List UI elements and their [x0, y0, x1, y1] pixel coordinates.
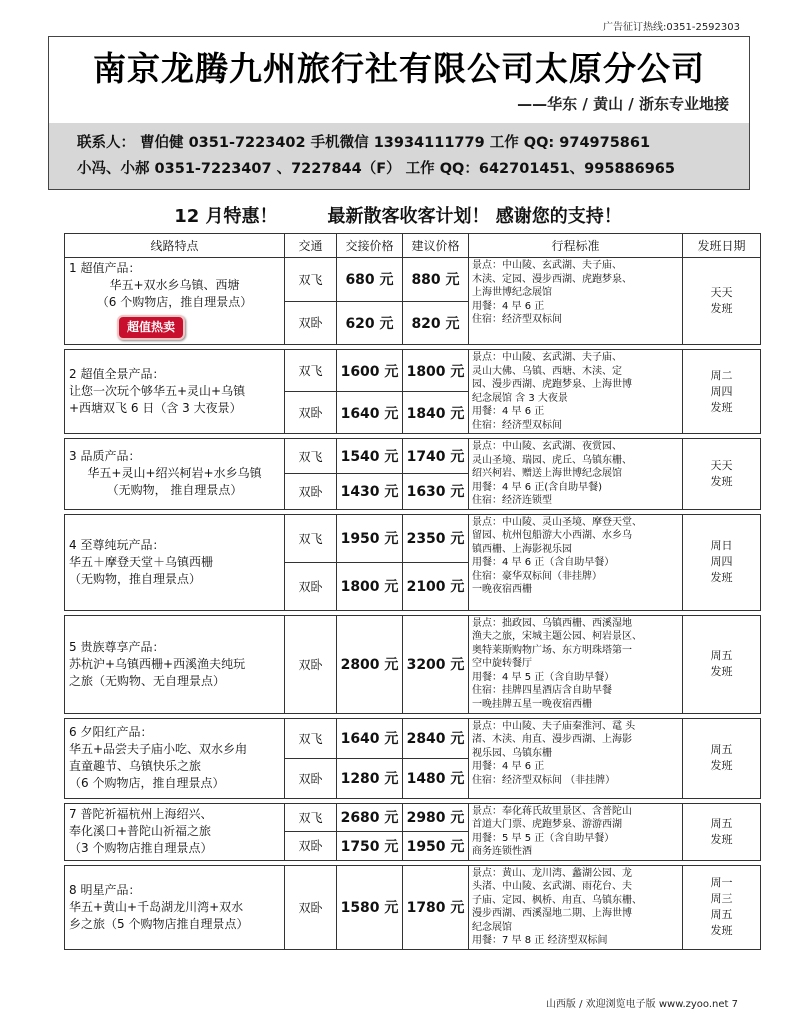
route-desc-line: 8 明星产品：	[69, 882, 141, 897]
page-footer: 山西版 / 欢迎浏览电子版 www.zyoo.net 7	[545, 999, 738, 1010]
itinerary-standard	[469, 439, 683, 510]
itinerary-line: 景点：奉化蒋氏故里景区、含普陀山	[472, 805, 632, 817]
route-desc-line: 奉化溪口+普陀山祈福之旅	[69, 824, 212, 838]
route-row	[65, 615, 761, 713]
route-desc-line: （3 个购物店推自理景点）	[69, 841, 213, 855]
route-row	[65, 514, 761, 562]
table-header-row	[65, 234, 761, 258]
transport-mode: 双卧	[285, 865, 337, 949]
trade-price: 1640 元	[337, 392, 403, 434]
route-row	[65, 350, 761, 392]
suggested-price: 820 元	[403, 301, 469, 345]
itinerary-line: 纪念展馆 含 3 大夜景	[472, 392, 568, 404]
transport-mode: 双卧	[285, 562, 337, 610]
route-desc-line: 华五+灵山+绍兴柯岩+水乡乌镇	[87, 466, 262, 481]
header-itinerary: 行程标准	[469, 234, 683, 258]
transport-mode: 双飞	[285, 258, 337, 302]
suggested-price: 3200 元	[403, 615, 469, 713]
route-row	[65, 865, 761, 949]
trade-price: 1280 元	[337, 758, 403, 798]
itinerary-line: 镇西栅、上海影视乐园	[472, 543, 572, 555]
route-row	[65, 258, 761, 302]
transport-mode: 双卧	[285, 392, 337, 434]
itinerary-line: 纪念展馆	[472, 921, 512, 933]
route-description	[65, 439, 285, 510]
route-desc-line: 6 夕阳红产品：	[69, 725, 153, 739]
trade-price: 1800 元	[337, 562, 403, 610]
itinerary-line: 商务连锁性酒	[472, 846, 532, 857]
schedule-line: 发班	[710, 924, 733, 937]
transport-mode: 双飞	[285, 803, 337, 832]
schedule-line: 周一	[710, 876, 733, 889]
trade-price: 1950 元	[337, 514, 403, 562]
route-desc-line: +西塘双飞 6 日（含 3 大夜景）	[69, 401, 242, 415]
suggested-price: 1740 元	[403, 439, 469, 474]
trade-price: 680 元	[337, 258, 403, 302]
suggested-price: 1840 元	[403, 392, 469, 434]
route-desc-line: 之旅（无购物、无自理景点）	[69, 673, 226, 688]
departure-schedule	[683, 439, 761, 510]
promo-headline	[0, 202, 796, 228]
itinerary-line: 住宿：豪华双标间（非挂牌）	[472, 570, 602, 582]
route-row	[65, 718, 761, 758]
itinerary-standard	[469, 803, 683, 860]
route-desc-line: （6 个购物店，推自理景点）	[69, 776, 225, 790]
itinerary-line: 一晚夜宿西栅	[472, 584, 532, 595]
itinerary-line: 住宿：挂牌四星酒店含自助早餐	[472, 685, 612, 696]
transport-mode: 双飞	[285, 350, 337, 392]
transport-mode: 双飞	[285, 514, 337, 562]
route-desc-line: 直童趣节、乌镇快乐之旅	[69, 759, 202, 773]
route-desc-line: 7 普陀祈福杭州上海绍兴、	[69, 807, 213, 821]
hot-sale-badge: 超值热卖	[117, 315, 185, 340]
route-desc-line: （6 个购物店，推自理景点）	[96, 295, 253, 309]
departure-schedule	[683, 350, 761, 434]
schedule-line: 发班	[710, 665, 733, 678]
transport-mode: 双卧	[285, 615, 337, 713]
departure-schedule	[683, 718, 761, 798]
itinerary-line: 园、漫步西湖、虎跑梦泉、上海世博	[472, 379, 632, 390]
company-banner	[48, 36, 750, 190]
route-desc-line: 4 至尊纯玩产品：	[69, 537, 165, 552]
trade-price: 2680 元	[337, 803, 403, 832]
schedule-line: 周五	[710, 649, 733, 662]
company-name: 南京龙腾九州旅行社有限公司太原分公司	[93, 49, 705, 88]
schedule-line: 周三	[710, 892, 733, 905]
route-desc-line: 5 贵族尊享产品：	[69, 639, 165, 654]
suggested-price: 1630 元	[403, 474, 469, 509]
itinerary-standard	[469, 258, 683, 345]
itinerary-line: 留园、杭州包船游大小西湖、水乡乌	[472, 530, 632, 541]
itinerary-line: 渔夫之旅，宋城主题公园、柯岩景区、	[472, 631, 642, 642]
transport-mode: 双卧	[285, 758, 337, 798]
ad-hotline: 广告征订热线:0351-2592303	[603, 22, 740, 33]
suggested-price: 1780 元	[403, 865, 469, 949]
itinerary-line: 头渚、中山陵、玄武湖、雨花台、夫	[472, 881, 632, 892]
itinerary-line: 渚、木渎、甪直、漫步西湖、上海影	[472, 734, 632, 745]
contact-panel	[49, 123, 749, 189]
route-desc-line: 2 超值全景产品：	[69, 367, 165, 381]
route-description	[65, 350, 285, 434]
itinerary-line: 用餐：4 早 6 正	[472, 406, 545, 417]
itinerary-line: 漫步西湖、西溪湿地二期、上海世博	[472, 908, 632, 919]
route-desc-line: （无购物， 推自理景点）	[106, 483, 243, 498]
suggested-price: 880 元	[403, 258, 469, 302]
schedule-line: 发班	[710, 474, 733, 488]
company-tagline: ——华东 / 黄山 / 浙东专业地接	[517, 95, 729, 113]
schedule-line: 发班	[710, 759, 733, 772]
route-desc-line: 华五＋摩登天堂＋乌镇西栅	[69, 554, 214, 569]
departure-schedule	[683, 615, 761, 713]
itinerary-standard	[469, 514, 683, 610]
itinerary-line: 灵山圣境、瑞园、虎丘、乌镇东栅、	[472, 454, 632, 466]
route-description	[65, 718, 285, 798]
itinerary-line: 视乐园、乌镇东栅	[472, 747, 552, 759]
header-schedule: 发班日期	[683, 234, 761, 258]
route-desc-line: 华五+双水乡乌镇、西塘	[109, 278, 240, 292]
suggested-price: 2980 元	[403, 803, 469, 832]
promo-month: 12 月特惠！	[174, 206, 278, 227]
trade-price: 1580 元	[337, 865, 403, 949]
itinerary-line: 用餐：4 早 6 正	[472, 300, 545, 312]
itinerary-line: 景点：中山陵、玄武湖、夫子庙、	[472, 260, 622, 271]
itinerary-line: 景点：拙政园、乌镇西栅、西溪湿地	[472, 617, 632, 629]
contact-line-2: 小冯、小郝 0351-7223407 、7227844（F） 工作 QQ：642701451、995886965	[77, 161, 675, 177]
schedule-line: 发班	[710, 302, 733, 315]
suggested-price: 1480 元	[403, 758, 469, 798]
route-description	[65, 514, 285, 610]
route-desc-line: 乡之旅（5 个购物店推自理景点）	[69, 916, 249, 931]
itinerary-line: 住宿：经济连锁型	[472, 495, 552, 506]
transport-mode: 双卧	[285, 832, 337, 861]
header-route: 线路特点	[65, 234, 285, 258]
departure-schedule	[683, 865, 761, 949]
schedule-line: 周四	[710, 555, 733, 568]
transport-mode: 双卧	[285, 301, 337, 345]
schedule-line: 周五	[710, 743, 733, 756]
schedule-line: 周五	[710, 908, 733, 921]
itinerary-line: 住宿：经济型双标间 （非挂牌）	[472, 774, 616, 786]
trade-price: 1600 元	[337, 350, 403, 392]
itinerary-line: 用餐：7 早 8 正 经济型双标间	[472, 935, 608, 946]
route-description	[65, 258, 285, 345]
suggested-price: 2100 元	[403, 562, 469, 610]
itinerary-line: 一晚挂牌五星一晚夜宿西栅	[472, 698, 592, 710]
schedule-line: 发班	[710, 400, 733, 414]
trade-price: 1540 元	[337, 439, 403, 474]
itinerary-line: 绍兴柯岩、赠送上海世博纪念展馆	[472, 468, 622, 479]
itinerary-line: 上海世博纪念展馆	[472, 287, 552, 298]
routes-body	[65, 258, 761, 950]
itinerary-line: 景点：中山陵、玄武湖、夫子庙、	[472, 352, 622, 363]
transport-mode: 双卧	[285, 474, 337, 509]
itinerary-standard	[469, 350, 683, 434]
departure-schedule	[683, 803, 761, 860]
suggested-price: 2840 元	[403, 718, 469, 758]
schedule-line: 天天	[710, 286, 733, 299]
route-desc-line: （无购物，推自理景点）	[69, 571, 202, 586]
route-desc-line: 让您一次玩个够华五+灵山+乌镇	[69, 384, 246, 398]
route-description	[65, 865, 285, 949]
itinerary-line: 用餐：4 早 5 正（含自助早餐）	[472, 671, 615, 683]
schedule-line: 周日	[710, 539, 733, 552]
itinerary-line: 景点：中山陵、灵山圣境、摩登天堂、	[472, 516, 642, 528]
schedule-line: 发班	[710, 571, 733, 584]
route-row	[65, 803, 761, 832]
itinerary-line: 奥特莱斯购物广场、东方明珠塔第一	[472, 644, 632, 656]
route-row	[65, 439, 761, 474]
trade-price: 1430 元	[337, 474, 403, 509]
routes-table	[64, 233, 761, 950]
itinerary-line: 空中旋转餐厅	[472, 658, 532, 669]
schedule-line: 周二	[710, 368, 733, 382]
itinerary-standard	[469, 615, 683, 713]
itinerary-standard	[469, 718, 683, 798]
itinerary-line: 子庙、定园、枫桥、甪直、乌镇东栅、	[472, 894, 642, 906]
itinerary-line: 景点：黄山、龙川湾、蠡湖公园、龙	[472, 867, 632, 879]
route-desc-line: 苏杭沪+乌镇西栅+西溪渔夫纯玩	[69, 656, 246, 671]
schedule-line: 天天	[710, 458, 733, 472]
header-suggested-price: 建议价格	[403, 234, 469, 258]
itinerary-line: 用餐：4 早 6 正（含自助早餐）	[472, 557, 615, 568]
schedule-line: 周四	[710, 384, 733, 398]
contact-line-1: 联系人： 曹伯健 0351-7223402 手机微信 13934111779 工作 QQ: 974975861	[77, 135, 651, 151]
itinerary-line: 景点：中山陵、玄武湖、夜赏园、	[472, 441, 622, 452]
route-desc-line: 华五+黄山+千岛湖龙川湾+双水	[69, 899, 244, 914]
suggested-price: 2350 元	[403, 514, 469, 562]
transport-mode: 双飞	[285, 439, 337, 474]
header-trade-price: 交接价格	[337, 234, 403, 258]
trade-price: 1640 元	[337, 718, 403, 758]
itinerary-line: 灵山大佛、乌镇、西塘、木渎、定	[472, 365, 622, 377]
trade-price: 620 元	[337, 301, 403, 345]
itinerary-line: 用餐：5 早 5 正（含自助早餐）	[472, 832, 615, 844]
route-desc-line: 3 品质产品：	[69, 449, 141, 464]
schedule-line: 周五	[710, 816, 733, 830]
itinerary-line: 用餐：4 早 6 正	[472, 761, 545, 772]
route-description	[65, 803, 285, 860]
promo-message: 最新散客收客计划！ 感谢您的支持！	[327, 206, 622, 227]
itinerary-line: 木渎、定园、漫步西湖、虎跑梦泉、	[472, 273, 632, 285]
suggested-price: 1950 元	[403, 832, 469, 861]
itinerary-line: 住宿：经济型双标间	[472, 314, 562, 325]
itinerary-standard	[469, 865, 683, 949]
route-desc-line: 1 超值产品：	[69, 261, 141, 275]
itinerary-line: 景点：中山陵、夫子庙秦淮河、鼋 头	[472, 720, 636, 732]
itinerary-line: 用餐：4 早 6 正(含自助早餐)	[472, 481, 603, 493]
route-desc-line: 华五+品尝夫子庙小吃、双水乡甪	[69, 742, 248, 756]
itinerary-line: 首道大门票、虎跑梦泉、游游西湖	[472, 819, 622, 830]
transport-mode: 双飞	[285, 718, 337, 758]
route-description	[65, 615, 285, 713]
departure-schedule	[683, 514, 761, 610]
schedule-line: 发班	[710, 832, 733, 846]
header-transport: 交通	[285, 234, 337, 258]
suggested-price: 1800 元	[403, 350, 469, 392]
trade-price: 1750 元	[337, 832, 403, 861]
departure-schedule	[683, 258, 761, 345]
itinerary-line: 住宿：经济型双标间	[472, 419, 562, 431]
trade-price: 2800 元	[337, 615, 403, 713]
